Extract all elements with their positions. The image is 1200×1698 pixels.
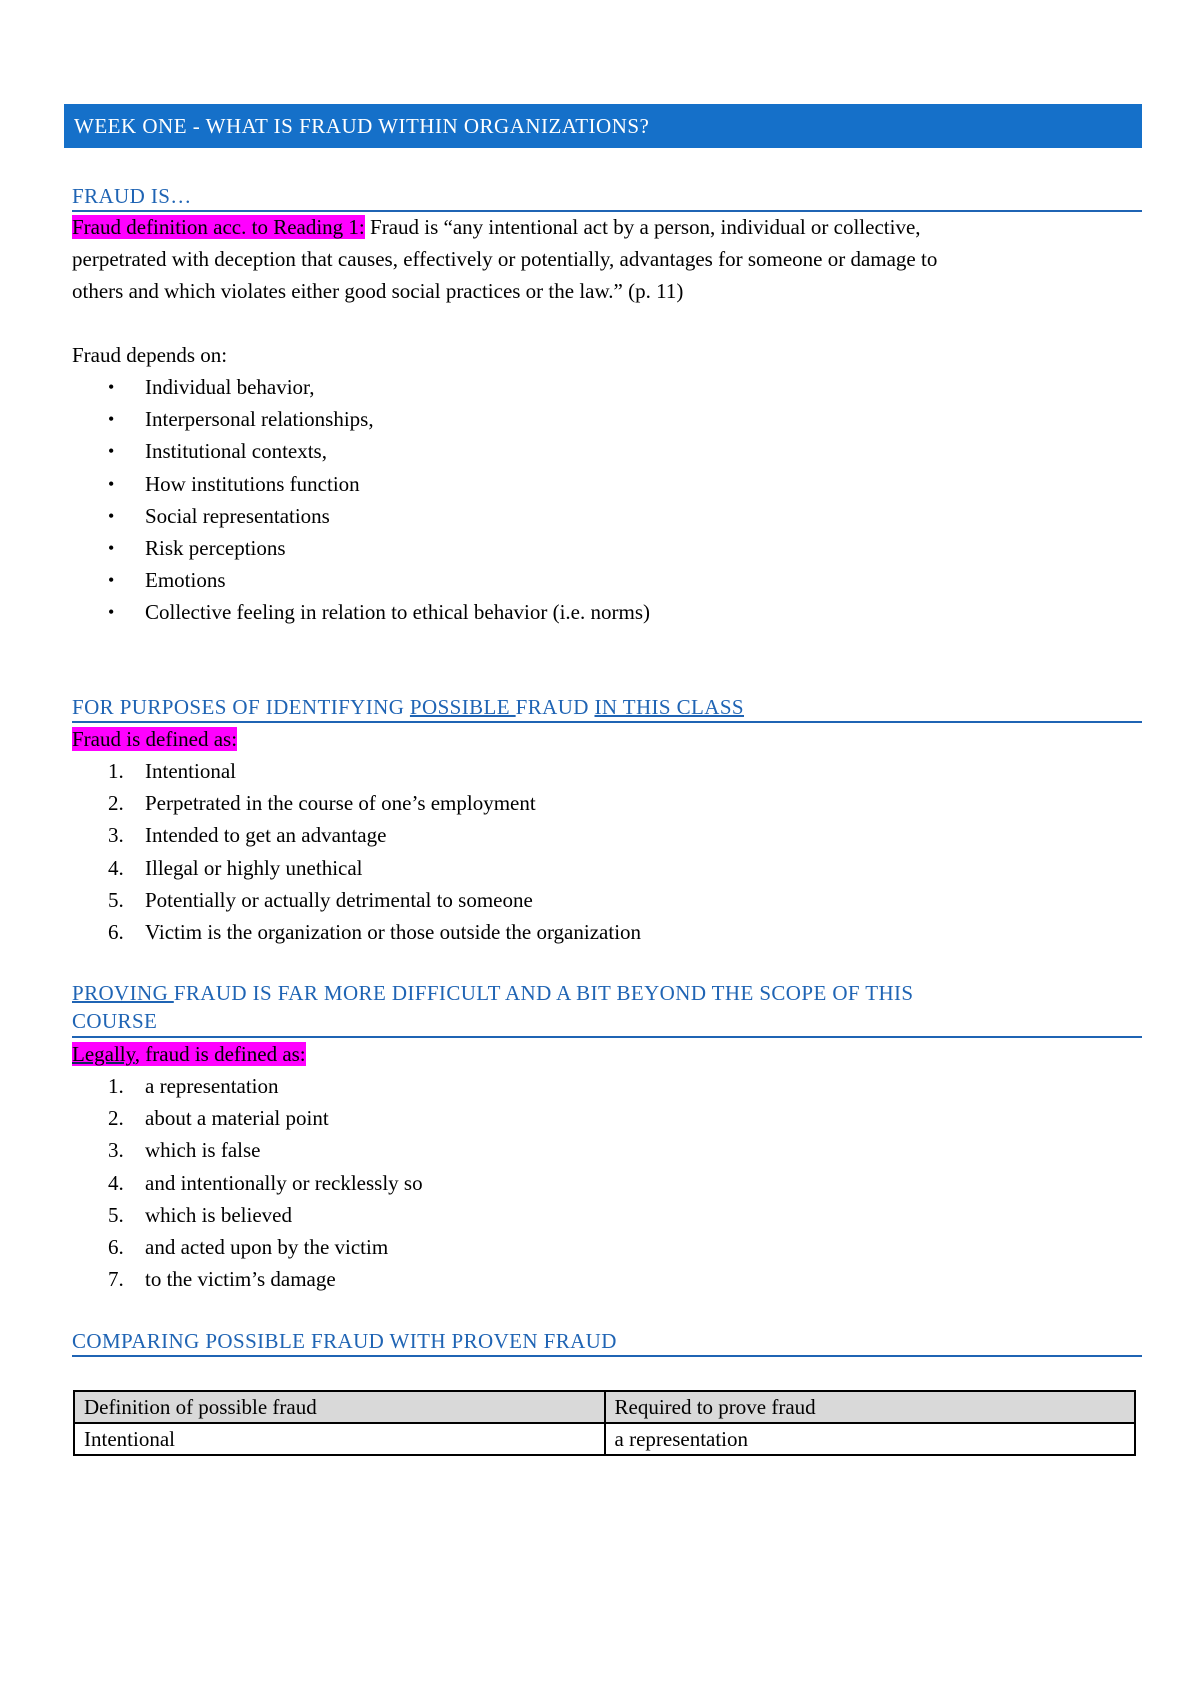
- list-item: • Risk perceptions: [72, 532, 650, 564]
- list-item: • Social representations: [72, 500, 650, 532]
- bullet-marker: •: [108, 409, 115, 430]
- underlined-in-this-class: IN THIS CLASS: [594, 695, 744, 719]
- list-item: • Individual behavior,: [72, 371, 650, 403]
- column-header: Definition of possible fraud: [74, 1391, 605, 1423]
- comparison-heading: COMPARING POSSIBLE FRAUD WITH PROVEN FRAUD: [72, 1329, 617, 1353]
- class-definition-label: [72, 723, 1122, 755]
- proving-fraud-heading: PROVING FRAUD IS FAR MORE DIFFICULT AND A BIT BEYOND THE SCOPE OF THIS COURSE: [72, 981, 914, 1033]
- list-item: 5. Potentially or actually detrimental to someone: [108, 887, 533, 912]
- legal-elements-list: [72, 1070, 423, 1295]
- list-item: 2. about a material point: [108, 1106, 329, 1131]
- bullet-marker: •: [108, 473, 115, 494]
- list-item: 1. Intentional: [108, 759, 236, 783]
- list-item: 6. and acted upon by the victim: [108, 1234, 389, 1259]
- list-item: 5. which is believed: [108, 1202, 292, 1227]
- bullet-marker: •: [108, 537, 115, 558]
- class-criteria-list: [72, 755, 641, 948]
- bullet-marker: •: [108, 441, 115, 462]
- table-header-row: [74, 1391, 1135, 1423]
- list-item: • Institutional contexts,: [72, 435, 650, 467]
- legal-definition-highlight: Legally, fraud is defined as:: [72, 1042, 306, 1066]
- list-item: 6. Victim is the organization or those outside the organization: [108, 919, 642, 944]
- list-item: 4. Illegal or highly unethical: [108, 855, 363, 880]
- table-cell: a representation: [605, 1423, 1136, 1455]
- list-item: 4. and intentionally or recklessly so: [108, 1170, 423, 1195]
- week-title-banner: WEEK ONE - WHAT IS FRAUD WITHIN ORGANIZATIONS?: [64, 104, 1142, 148]
- list-item: 7. to the victim’s damage: [108, 1267, 336, 1292]
- section-rule: [72, 1355, 1142, 1357]
- class-definition-heading: FOR PURPOSES OF IDENTIFYING POSSIBLE FRAUD IN THIS CLASS: [72, 695, 744, 719]
- fraud-definition-paragraph: [72, 211, 1122, 307]
- definition-text: others and which violates either good social practices or the law.” (p. 11): [72, 279, 684, 303]
- depends-label: Fraud depends on:: [72, 343, 228, 367]
- list-item: • Emotions: [72, 564, 650, 596]
- bullet-marker: •: [108, 570, 115, 591]
- table-row: [74, 1423, 1135, 1455]
- definition-text: perpetrated with deception that causes, effectively or potentially, advantages for someone or damage to: [72, 247, 938, 271]
- bullet-marker: •: [108, 602, 115, 623]
- legal-definition-label: [72, 1038, 1122, 1070]
- class-definition-highlight: Fraud is defined as:: [72, 727, 238, 751]
- list-item: • Collective feeling in relation to ethical behavior (i.e. norms): [72, 596, 650, 628]
- underlined-possible: POSSIBLE: [409, 695, 516, 719]
- underlined-proving: PROVING: [72, 981, 174, 1005]
- definition-text: Fraud is “any intentional act by a person, individual or collective,: [364, 215, 921, 239]
- list-item: • Interpersonal relationships,: [72, 403, 650, 435]
- depends-bullet-list: [72, 371, 650, 629]
- reading-highlight: Fraud definition acc. to Reading 1:: [72, 215, 365, 239]
- fraud-is-heading: FRAUD IS…: [72, 184, 192, 208]
- list-item: • How institutions function: [72, 468, 650, 500]
- bullet-marker: •: [108, 505, 115, 526]
- bullet-marker: •: [108, 377, 115, 397]
- table-cell: Intentional: [74, 1423, 605, 1455]
- list-item: 3. Intended to get an advantage: [108, 823, 387, 848]
- list-item: 3. which is false: [108, 1138, 261, 1163]
- list-item: 1. a representation: [108, 1074, 279, 1098]
- comparison-table: [73, 1390, 1136, 1456]
- column-header: Required to prove fraud: [605, 1391, 1136, 1423]
- list-item: 2. Perpetrated in the course of one’s employment: [108, 791, 536, 816]
